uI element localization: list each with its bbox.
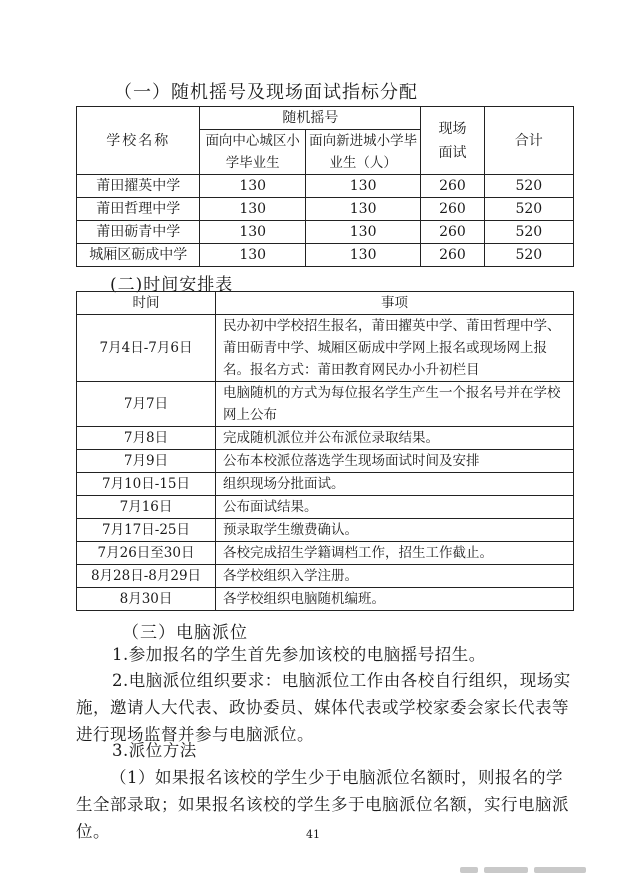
- schedule-item: 各校完成招生学籍调档工作，招生工作截止。: [216, 542, 574, 565]
- section2-title: (二)时间安排表: [110, 275, 234, 295]
- quota-center: 130: [200, 175, 305, 198]
- quota-new: 130: [305, 221, 420, 244]
- quota-center: 130: [200, 198, 305, 221]
- quota-center: 130: [200, 244, 305, 267]
- quota-total: 520: [484, 198, 573, 221]
- schedule-time: 8月30日: [77, 588, 216, 611]
- header-sub-center-text: 面向中心城区小学毕业生: [205, 133, 300, 171]
- schedule-time: 7月17日-25日: [77, 519, 216, 542]
- quota-interview: 260: [421, 221, 484, 244]
- schedule-time: 7月8日: [77, 427, 216, 450]
- footer-watermark: [460, 858, 600, 868]
- paragraph-4: （1）如果报名该校的学生少于电脑派位名额时，则报名的学生全部录取；如果报名该校的学生多于电脑派位名额，实行电脑派位。: [76, 768, 569, 841]
- schedule-time: 7月7日: [77, 382, 216, 427]
- schedule-time: 7月26日至30日: [77, 542, 216, 565]
- schedule-time: 7月10日-15日: [77, 473, 216, 496]
- quota-interview: 260: [421, 175, 484, 198]
- header-total: 合计: [484, 107, 573, 175]
- table-row: [77, 565, 574, 588]
- table-row: [77, 175, 574, 198]
- quota-total: 520: [484, 244, 573, 267]
- schedule-time: 7月9日: [77, 450, 216, 473]
- table-row: [77, 588, 574, 611]
- header-school: 学校名称: [77, 107, 200, 175]
- schedule-item: 组织现场分批面试。: [216, 473, 574, 496]
- header-item: 事项: [216, 292, 574, 315]
- table-row: [77, 519, 574, 542]
- schedule-item: 完成随机派位并公布派位录取结果。: [216, 427, 574, 450]
- header-sub-new: [305, 130, 420, 175]
- header-random: 随机摇号: [200, 107, 421, 130]
- quota-center: 130: [200, 221, 305, 244]
- schedule-time: 7月16日: [77, 496, 216, 519]
- table-row: [77, 221, 574, 244]
- paragraph-3: 3.派位方法: [112, 741, 197, 760]
- quota-new: 130: [305, 244, 420, 267]
- table-row: [77, 473, 574, 496]
- schedule-item: 各学校组织入学注册。: [216, 565, 574, 588]
- header-interview-text: 现场面试: [438, 120, 467, 161]
- quota-interview: 260: [421, 198, 484, 221]
- school-name: 城厢区砺成中学: [77, 244, 200, 267]
- schedule-time: 8月28日-8月29日: [77, 565, 216, 588]
- table-row: [77, 198, 574, 221]
- school-name: 莆田擢英中学: [77, 175, 200, 198]
- quota-new: 130: [305, 198, 420, 221]
- table-row: [77, 496, 574, 519]
- quota-total: 520: [484, 221, 573, 244]
- section1-title: （一）随机摇号及现场面试指标分配: [114, 82, 418, 103]
- table-row: [77, 427, 574, 450]
- schedule-item: 民办初中学校招生报名，莆田擢英中学、莆田哲理中学、莆田砺青中学、城厢区砺成中学网上报名或现场网上报名。报名方式：莆田教育网民办小升初栏目: [216, 315, 574, 382]
- header-sub-new-text: 面向新进城小学毕业生（人）: [309, 133, 418, 171]
- school-name: 莆田哲理中学: [77, 198, 200, 221]
- table-row: [77, 382, 574, 427]
- paragraph-2: 2.电脑派位组织要求：电脑派位工作由各校自行组织，现场实施，邀请人大代表、政协委员、媒体代表或学校家委会家长代表等进行现场监督并参与电脑派位。: [76, 671, 571, 744]
- quota-new: 130: [305, 175, 420, 198]
- schedule-table: [76, 291, 574, 611]
- schedule-item: 电脑随机的方式为每位报名学生产生一个报名号并在学校网上公布: [216, 382, 574, 427]
- table-row: [77, 450, 574, 473]
- quota-table: [76, 106, 574, 267]
- schedule-item: 公布本校派位落选学生现场面试时间及安排: [216, 450, 574, 473]
- quota-total: 520: [484, 175, 573, 198]
- schedule-item: 各学校组织电脑随机编班。: [216, 588, 574, 611]
- table-row: [77, 315, 574, 382]
- schedule-time: 7月4日-7月6日: [77, 315, 216, 382]
- header-sub-center: [200, 130, 305, 175]
- quota-interview: 260: [421, 244, 484, 267]
- page-number: 41: [306, 828, 320, 841]
- section3-title: （三）电脑派位: [122, 623, 248, 643]
- paragraph-1: 1.参加报名的学生首先参加该校的电脑摇号招生。: [112, 645, 486, 664]
- table-row: [77, 244, 574, 267]
- school-name: 莆田砺青中学: [77, 221, 200, 244]
- schedule-item: 公布面试结果。: [216, 496, 574, 519]
- header-time: 时间: [77, 292, 216, 315]
- header-interview: [421, 107, 484, 175]
- schedule-item: 预录取学生缴费确认。: [216, 519, 574, 542]
- table-row: [77, 542, 574, 565]
